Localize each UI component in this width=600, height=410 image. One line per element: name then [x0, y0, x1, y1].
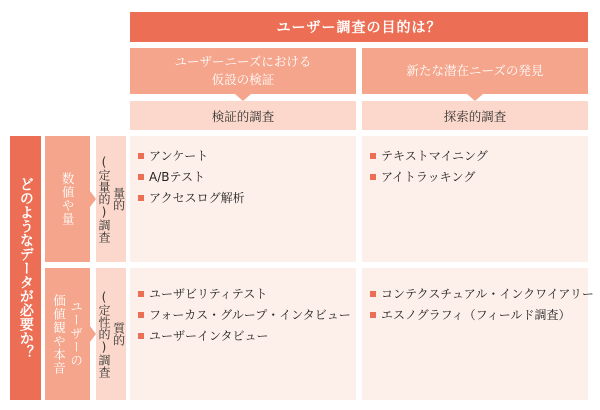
column-purpose-explore — [362, 48, 588, 94]
bullet-icon — [370, 174, 376, 180]
list-item: エスノグラフィ（フィールド調査） — [370, 305, 594, 326]
row-method-quant-line1: 量的 — [111, 187, 126, 211]
list-quant-verify — [138, 146, 245, 209]
list-item: ユーザビリティテスト — [138, 284, 351, 305]
bullet-icon — [138, 291, 144, 297]
row-data-kind-qual-line2: 価値観や本音 — [51, 293, 67, 375]
list-item: A/Bテスト — [138, 167, 245, 188]
row-method-quant-line2: (定量的)調査 — [97, 155, 111, 243]
bullet-icon — [138, 153, 144, 159]
list-item: アイトラッキング — [370, 167, 488, 188]
left-header-label: どのようなデータが必要か？ — [17, 177, 34, 359]
column-type-verify-label: 検証的調査 — [211, 108, 275, 124]
row-method-qual-line2: (定性的)調査 — [97, 290, 111, 378]
bullet-icon — [370, 291, 376, 297]
column-type-explore — [362, 101, 588, 130]
list-item: ユーザーインタビュー — [138, 326, 351, 347]
list-item: テキストマイニング — [370, 146, 488, 167]
list-qual-explore — [370, 284, 594, 326]
top-header-label: ユーザー調査の目的は？ — [276, 20, 442, 36]
bullet-icon — [370, 153, 376, 159]
list-item: アンケート — [138, 146, 245, 167]
bullet-icon — [370, 312, 376, 318]
row-method-quant — [96, 136, 126, 262]
bullet-icon — [138, 333, 144, 339]
list-item: アクセスログ解析 — [138, 188, 245, 209]
row-method-qual-line1: 質的 — [111, 322, 126, 346]
top-header — [130, 12, 588, 42]
row-data-kind-quant-label: 数値や量 — [60, 172, 76, 226]
bullet-icon — [138, 174, 144, 180]
arrow-down-verify — [235, 94, 251, 101]
row-data-kind-qual — [45, 268, 90, 400]
bullet-icon — [138, 195, 144, 201]
column-purpose-explore-label: 新たな潜在ニーズの発見 — [406, 63, 544, 78]
bullet-icon — [138, 312, 144, 318]
list-item: コンテクスチュアル・インクワイアリー — [370, 284, 594, 305]
row-data-kind-qual-line1: ユーザーの — [68, 300, 84, 368]
list-item: フォーカス・グループ・インタビュー — [138, 305, 351, 326]
row-data-kind-quant — [45, 136, 90, 262]
column-purpose-verify-label: ユーザーニーズにおける 仮設の検証 — [174, 54, 312, 87]
column-type-explore-label: 探索的調査 — [443, 108, 507, 124]
column-type-verify — [130, 101, 356, 130]
left-header — [10, 136, 41, 400]
list-quant-explore — [370, 146, 488, 188]
arrow-down-explore — [467, 94, 483, 101]
row-method-qual — [96, 268, 126, 400]
list-qual-verify — [138, 284, 351, 347]
column-purpose-verify — [130, 48, 356, 94]
